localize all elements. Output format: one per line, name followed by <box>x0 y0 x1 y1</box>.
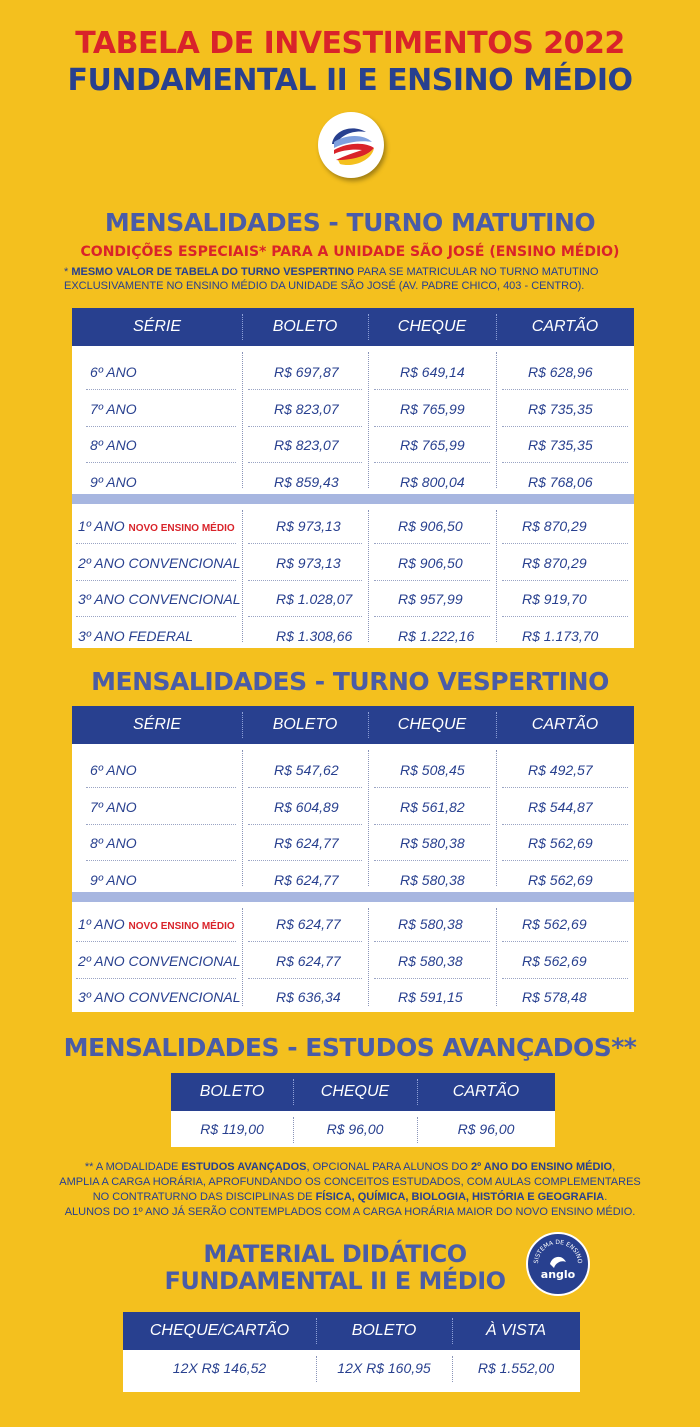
school-logo-icon <box>318 112 384 178</box>
cheque-cell: R$ 765,99 <box>400 400 465 417</box>
serie-cell <box>78 906 235 942</box>
serie-cell: 7º ANO <box>90 400 137 417</box>
serie-cell: 9º ANO <box>90 871 137 888</box>
serie-cell: 9º ANO <box>90 473 137 490</box>
anglo-ring-text: SISTEMA DE ENSINO <box>532 1238 584 1264</box>
boleto-cell: R$ 1.308,66 <box>276 628 353 645</box>
header-divider <box>496 314 497 340</box>
cartao-cell: R$ 768,06 <box>528 473 593 490</box>
value-cell: R$ 1.552,00 <box>477 1360 555 1376</box>
value-cell: R$ 119,00 <box>200 1121 264 1137</box>
serie-cell <box>78 581 241 617</box>
cheque-cell: R$ 906,50 <box>398 518 463 534</box>
serie-cell: 7º ANO <box>90 798 137 815</box>
header-cell: BOLETO <box>351 1322 417 1339</box>
boleto-cell: R$ 973,13 <box>276 554 341 571</box>
header-cell: CHEQUE <box>397 318 467 335</box>
boleto-cell: R$ 624,77 <box>274 835 339 851</box>
cheque-cell: R$ 765,99 <box>400 437 465 453</box>
serie-label: 1º ANO <box>78 518 125 534</box>
boleto-cell: R$ 636,34 <box>276 989 341 1006</box>
serie-cell: 8º ANO <box>90 835 137 851</box>
table-header <box>171 1073 555 1111</box>
value-cell: 12X R$ 160,95 <box>337 1360 431 1376</box>
section-band <box>72 494 634 504</box>
serie-label: 1º ANO <box>78 916 125 932</box>
serie-cell: 8º ANO <box>90 437 137 453</box>
column-divider <box>242 750 243 886</box>
value-cell: R$ 96,00 <box>326 1121 384 1137</box>
header-cell: BOLETO <box>272 318 338 335</box>
cartao-cell: R$ 919,70 <box>522 591 587 608</box>
cheque-cell: R$ 580,38 <box>400 835 465 851</box>
cheque-cell: R$ 580,38 <box>398 916 463 932</box>
special-conditions: CONDIÇÕES ESPECIAIS* PARA A UNIDADE SÃO JOSÉ (ENSINO MÉDIO) <box>80 244 620 260</box>
page-title-line1: TABELA DE INVESTIMENTOS 2022 <box>75 26 625 61</box>
serie-cell <box>78 618 193 654</box>
cheque-cell: R$ 800,04 <box>400 473 465 490</box>
serie-cell: 6º ANO <box>90 364 137 380</box>
table-matutino <box>72 308 634 648</box>
serie-label: 3º ANO FEDERAL <box>78 628 194 645</box>
cheque-cell: R$ 580,38 <box>400 871 465 888</box>
header-cell: CHEQUE <box>397 716 467 733</box>
header-cell: CARTÃO <box>452 1083 520 1100</box>
column-divider <box>242 908 243 1006</box>
cheque-cell: R$ 649,14 <box>400 364 465 380</box>
cheque-cell: R$ 508,45 <box>400 762 465 778</box>
serie-cell <box>78 979 241 1015</box>
serie-cell: 6º ANO <box>90 762 137 778</box>
header-cell: CARTÃO <box>531 318 599 335</box>
header-cell: SÉRIE <box>132 716 181 733</box>
cartao-cell: R$ 544,87 <box>528 798 593 815</box>
header-cell: CARTÃO <box>531 716 599 733</box>
column-divider <box>368 908 369 1006</box>
table-header <box>72 706 634 744</box>
cartao-cell: R$ 562,69 <box>528 871 593 888</box>
matutino-note: * MESMO VALOR DE TABELA DO TURNO VESPERTINO PARA SE MATRICULAR NO TURNO MATUTINO EXCLUSIVAMENTE NO ENSINO MÉDIO DA UNIDADE SÃO JOSÉ (AV. PADRE CHICO, 403 - CENTRO). <box>64 266 599 292</box>
column-divider <box>368 510 369 642</box>
table-header <box>123 1312 580 1350</box>
serie-cell <box>78 943 241 979</box>
column-divider <box>368 750 369 886</box>
boleto-cell: R$ 624,77 <box>276 952 341 969</box>
cartao-cell: R$ 562,69 <box>522 916 587 932</box>
cartao-cell: R$ 628,96 <box>528 364 593 380</box>
header-cell: À VISTA <box>485 1322 547 1339</box>
anglo-word: anglo <box>540 1268 576 1281</box>
cheque-cell: R$ 957,99 <box>398 591 463 608</box>
cartao-cell: R$ 735,35 <box>528 437 593 453</box>
header-divider <box>417 1079 418 1105</box>
column-divider <box>316 1356 317 1382</box>
header-divider <box>368 314 369 340</box>
column-divider <box>496 908 497 1006</box>
header-cell: CHEQUE/CARTÃO <box>149 1322 290 1339</box>
cheque-cell: R$ 906,50 <box>398 554 463 571</box>
column-divider <box>242 352 243 488</box>
serie-cell <box>78 508 235 544</box>
table-avancados <box>171 1073 555 1147</box>
column-divider <box>496 510 497 642</box>
header-divider <box>242 314 243 340</box>
serie-label: 3º ANO CONVENCIONAL <box>78 591 241 608</box>
boleto-cell: R$ 973,13 <box>276 518 341 534</box>
value-cell: 12X R$ 146,52 <box>172 1360 267 1376</box>
table-material <box>123 1312 580 1392</box>
material-title-line2: FUNDAMENTAL II E MÉDIO <box>164 1267 506 1295</box>
cheque-cell: R$ 1.222,16 <box>398 628 475 645</box>
novo-ensino-medio-badge: NOVO ENSINO MÉDIO <box>128 921 235 932</box>
section-title-avancados: MENSALIDADES - ESTUDOS AVANÇADOS** <box>63 1033 637 1062</box>
serie-label: 2º ANO CONVENCIONAL <box>78 554 241 571</box>
cartao-cell: R$ 870,29 <box>522 554 587 571</box>
column-divider <box>452 1356 453 1382</box>
cheque-cell: R$ 580,38 <box>398 952 463 969</box>
boleto-cell: R$ 823,07 <box>274 400 339 417</box>
value-cell: R$ 96,00 <box>457 1121 515 1137</box>
boleto-cell: R$ 624,77 <box>274 871 339 888</box>
header-divider <box>368 712 369 738</box>
header-divider <box>242 712 243 738</box>
cartao-cell: R$ 578,48 <box>522 989 587 1006</box>
boleto-cell: R$ 859,43 <box>274 473 339 490</box>
header-cell: BOLETO <box>272 716 338 733</box>
boleto-cell: R$ 624,77 <box>276 916 341 932</box>
boleto-cell: R$ 604,89 <box>274 798 339 815</box>
serie-label: 2º ANO CONVENCIONAL <box>78 952 241 969</box>
section-title-matutino: MENSALIDADES - TURNO MATUTINO <box>104 208 596 237</box>
column-divider <box>293 1117 294 1143</box>
header-cell: CHEQUE <box>320 1083 390 1100</box>
header-cell: SÉRIE <box>132 318 181 335</box>
cheque-cell: R$ 561,82 <box>400 798 465 815</box>
cartao-cell: R$ 562,69 <box>528 835 593 851</box>
cartao-cell: R$ 562,69 <box>522 952 587 969</box>
boleto-cell: R$ 697,87 <box>274 364 339 380</box>
column-divider <box>496 750 497 886</box>
header-divider <box>316 1318 317 1344</box>
cartao-cell: R$ 1.173,70 <box>522 628 599 645</box>
cartao-cell: R$ 735,35 <box>528 400 593 417</box>
section-title-vespertino: MENSALIDADES - TURNO VESPERTINO <box>91 667 609 696</box>
boleto-cell: R$ 1.028,07 <box>276 591 353 608</box>
cartao-cell: R$ 492,57 <box>528 762 593 778</box>
column-divider <box>242 510 243 642</box>
boleto-cell: R$ 547,62 <box>274 762 339 778</box>
column-divider <box>496 352 497 488</box>
avancados-note: ** A MODALIDADE ESTUDOS AVANÇADOS, OPCIONAL PARA ALUNOS DO 2º ANO DO ENSINO MÉDIO, AMPLIA A CARGA HORÁRIA, APROFUNDANDO OS CONCEITOS ESTUDADOS, COM AULAS COMPLEMENTARES NO CONTRATURNO DAS DISCIPLINAS DE FÍSICA, QUÍMICA, BIOLOGIA, HISTÓRIA E GEOGRAFIA. ALUNOS DO 1º ANO JÁ SERÃO CONTEMPLADOS COM A CARGA HORÁRIA MAIOR DO NOVO ENSINO MÉDIO. <box>59 1161 641 1218</box>
column-divider <box>417 1117 418 1143</box>
header-divider <box>293 1079 294 1105</box>
table-header <box>72 308 634 346</box>
serie-cell <box>78 545 241 581</box>
section-band <box>72 892 634 902</box>
novo-ensino-medio-badge: NOVO ENSINO MÉDIO <box>128 523 235 534</box>
serie-label: 3º ANO CONVENCIONAL <box>78 989 241 1006</box>
cartao-cell: R$ 870,29 <box>522 518 587 534</box>
header-divider <box>496 712 497 738</box>
page-title-line2: FUNDAMENTAL II E ENSINO MÉDIO <box>67 63 633 98</box>
header-cell: BOLETO <box>199 1083 265 1100</box>
material-title-line1: MATERIAL DIDÁTICO <box>203 1240 467 1268</box>
header-divider <box>452 1318 453 1344</box>
column-divider <box>368 352 369 488</box>
table-vespertino <box>72 706 634 1012</box>
boleto-cell: R$ 823,07 <box>274 437 339 453</box>
cheque-cell: R$ 591,15 <box>398 989 463 1006</box>
anglo-logo-icon <box>526 1232 590 1296</box>
